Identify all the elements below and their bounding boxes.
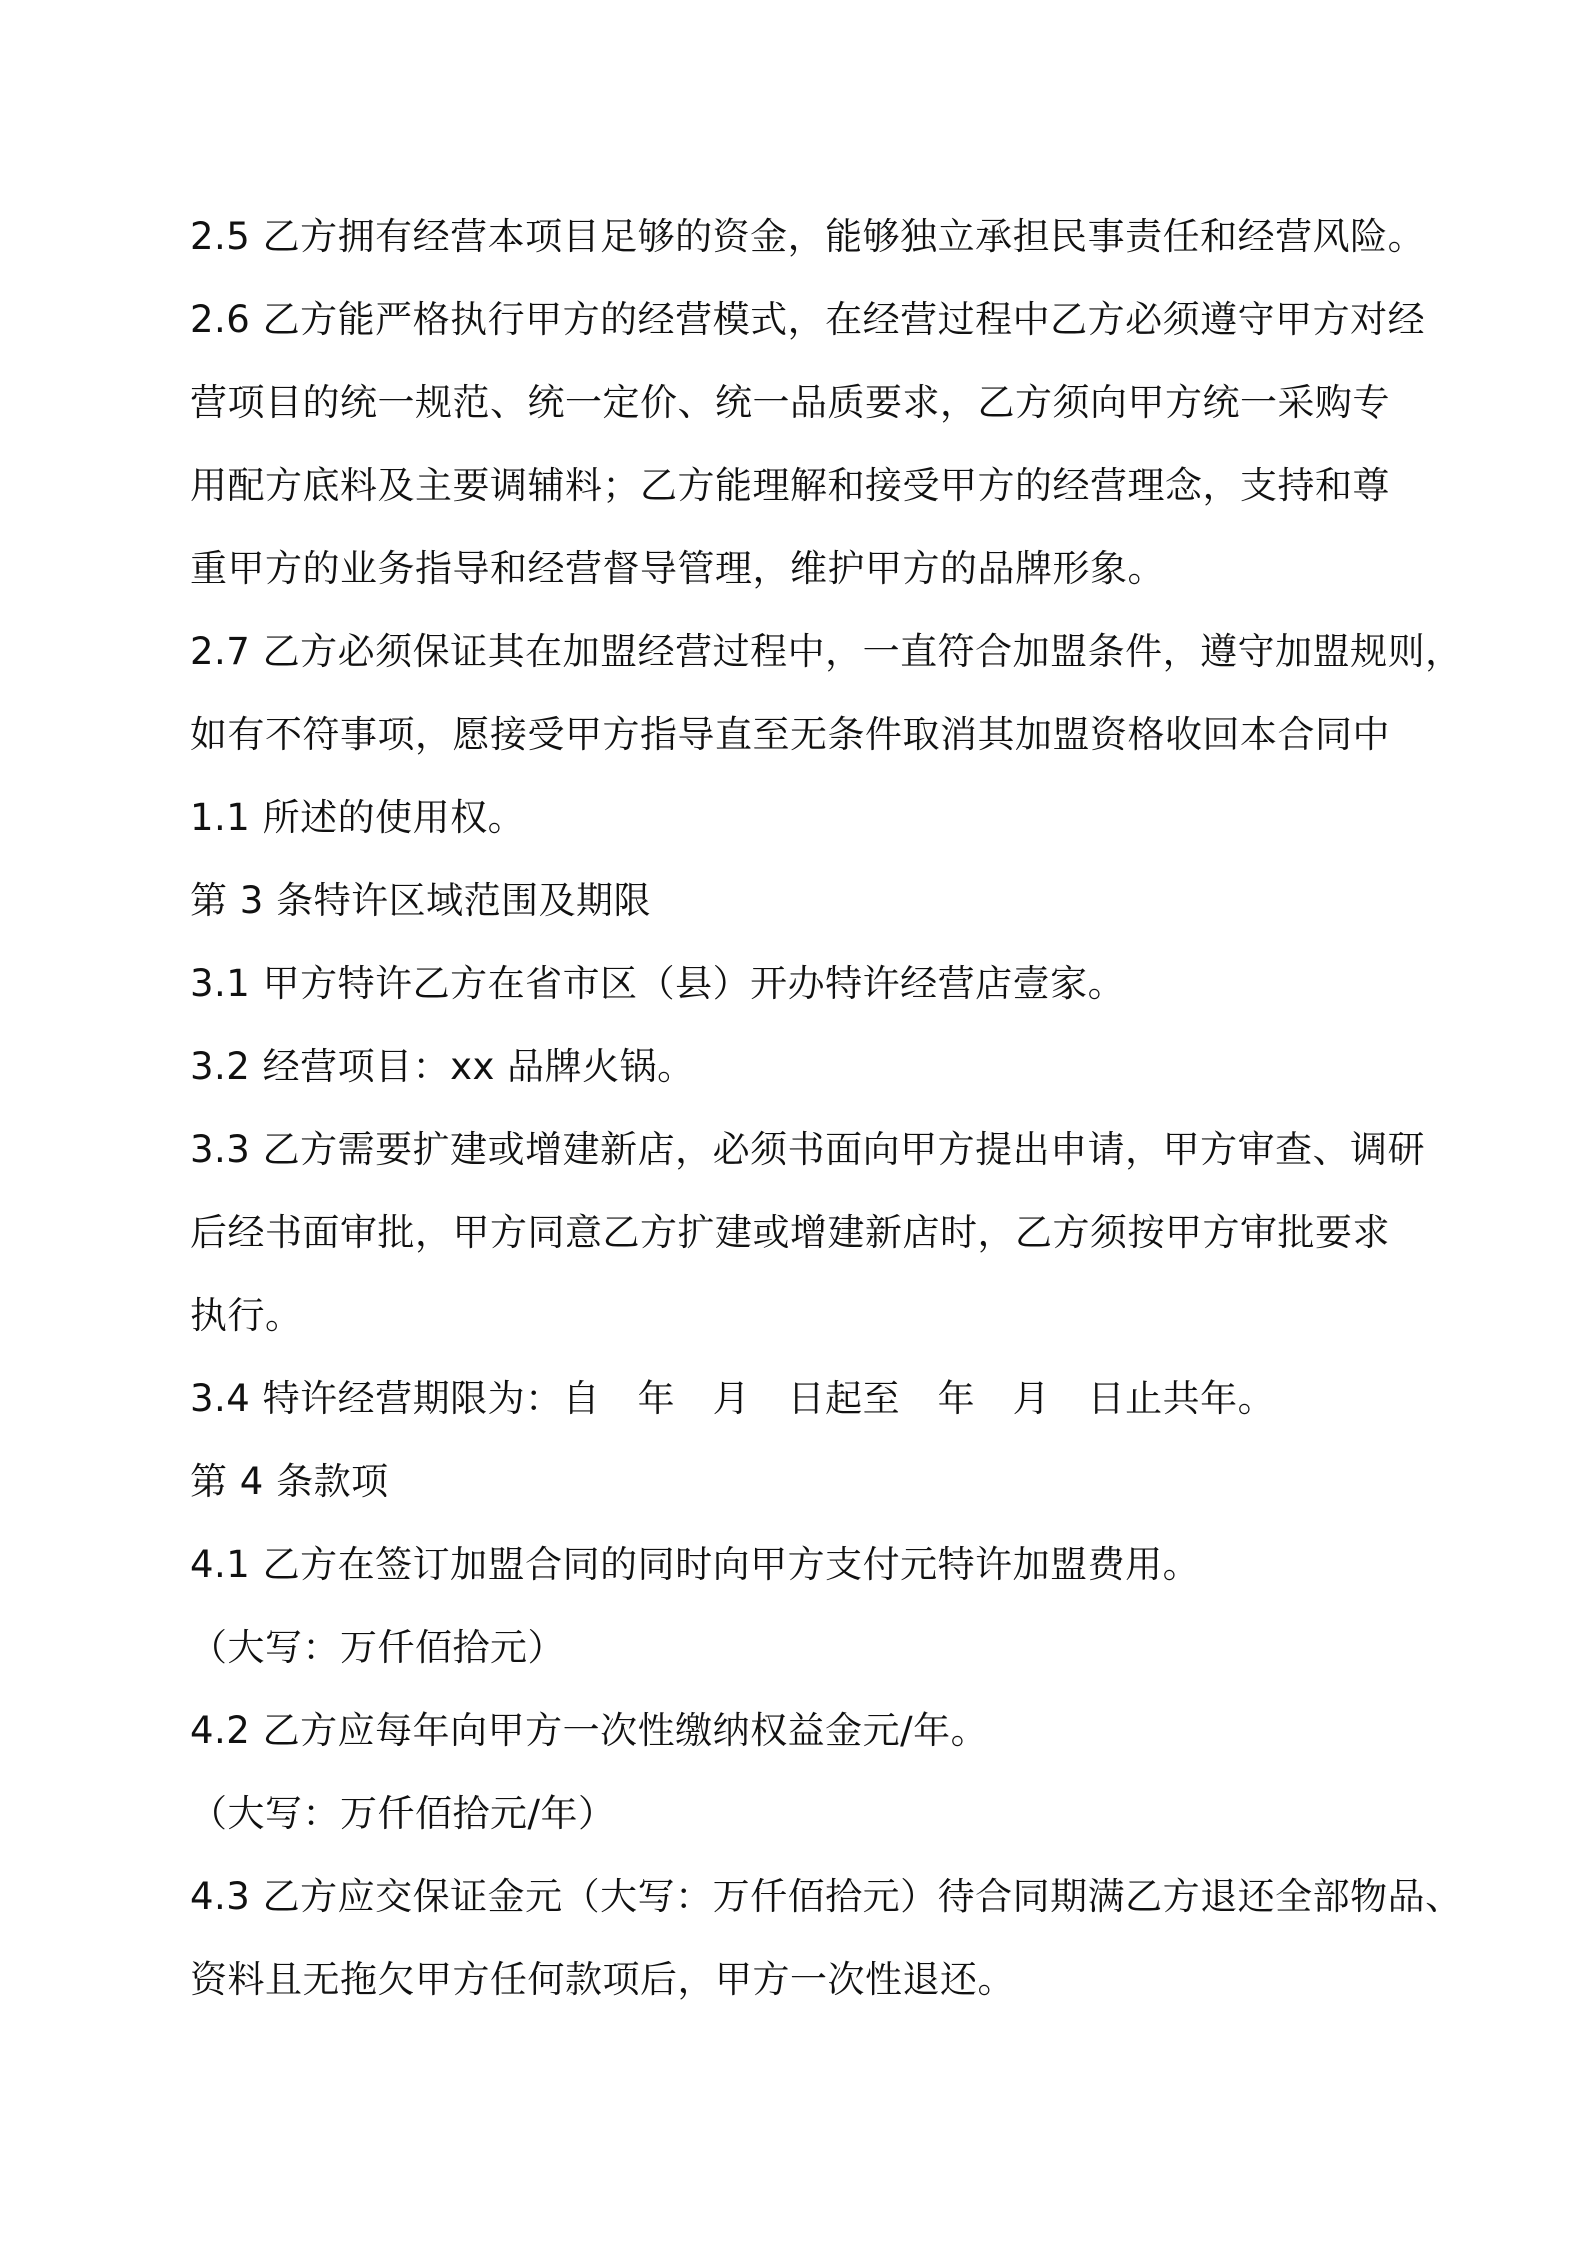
text-line: 3.2 经营项目：xx 品牌火锅。: [190, 1045, 695, 1088]
text-line: 4.3 乙方应交保证金元（大写：万仟佰拾元）待合同期满乙方退还全部物品、: [190, 1875, 1463, 1918]
clause-2-5: [190, 195, 1426, 278]
text-line: 2.5 乙方拥有经营本项目足够的资金，能够独立承担民事责任和经营风险。: [190, 215, 1426, 258]
section-4-heading: [190, 1440, 1420, 1523]
text-line: （大写：万仟佰拾元）: [190, 1626, 565, 1669]
clause-3-4: [190, 1357, 1420, 1440]
text-line: 如有不符事项，愿接受甲方指导直至无条件取消其加盟资格收回本合同中: [190, 713, 1390, 756]
clause-3-2: [190, 1025, 1420, 1108]
text-line: 2.7 乙方必须保证其在加盟经营过程中，一直符合加盟条件，遵守加盟规则，: [190, 630, 1463, 673]
clause-4-1: [190, 1523, 1420, 1689]
text-line: 2.6 乙方能严格执行甲方的经营模式，在经营过程中乙方必须遵守甲方对经: [190, 298, 1426, 341]
text-line: 重甲方的业务指导和经营督导管理，维护甲方的品牌形象。: [190, 547, 1165, 590]
text-line: 3.1 甲方特许乙方在省市区（县）开办特许经营店壹家。: [190, 962, 1126, 1005]
text-line: 1.1 所述的使用权。: [190, 796, 526, 839]
text-line: 4.2 乙方应每年向甲方一次性缴纳权益金元/年。: [190, 1709, 989, 1752]
clause-2-6: [190, 278, 1426, 610]
text-line: 执行。: [190, 1294, 303, 1337]
text-line: 后经书面审批，甲方同意乙方扩建或增建新店时，乙方须按甲方审批要求: [190, 1211, 1390, 1254]
clause-2-7: [190, 610, 1463, 859]
text-line: 3.3 乙方需要扩建或增建新店，必须书面向甲方提出申请，甲方审查、调研: [190, 1128, 1426, 1171]
clause-3-1: [190, 942, 1420, 1025]
text-line: 资料且无拖欠甲方任何款项后，甲方一次性退还。: [190, 1958, 1015, 2001]
text-line: 营项目的统一规范、统一定价、统一品质要求，乙方须向甲方统一采购专: [190, 381, 1390, 424]
clause-3-3: [190, 1108, 1426, 1357]
text-line: 4.1 乙方在签订加盟合同的同时向甲方支付元特许加盟费用。: [190, 1543, 1201, 1586]
section-heading: 第 4 条款项: [190, 1460, 389, 1503]
contract-body: [190, 195, 1463, 2021]
text-line: （大写：万仟佰拾元/年）: [190, 1792, 616, 1835]
text-line: 3.4 特许经营期限为：自 年 月 日起至 年 月 日止共年。: [190, 1377, 1276, 1420]
section-3-heading: [190, 859, 1420, 942]
clause-4-2: [190, 1689, 1420, 1855]
text-line: 用配方底料及主要调辅料；乙方能理解和接受甲方的经营理念，支持和尊: [190, 464, 1390, 507]
clause-4-3: [190, 1855, 1463, 2021]
section-heading: 第 3 条特许区域范围及期限: [190, 879, 652, 922]
